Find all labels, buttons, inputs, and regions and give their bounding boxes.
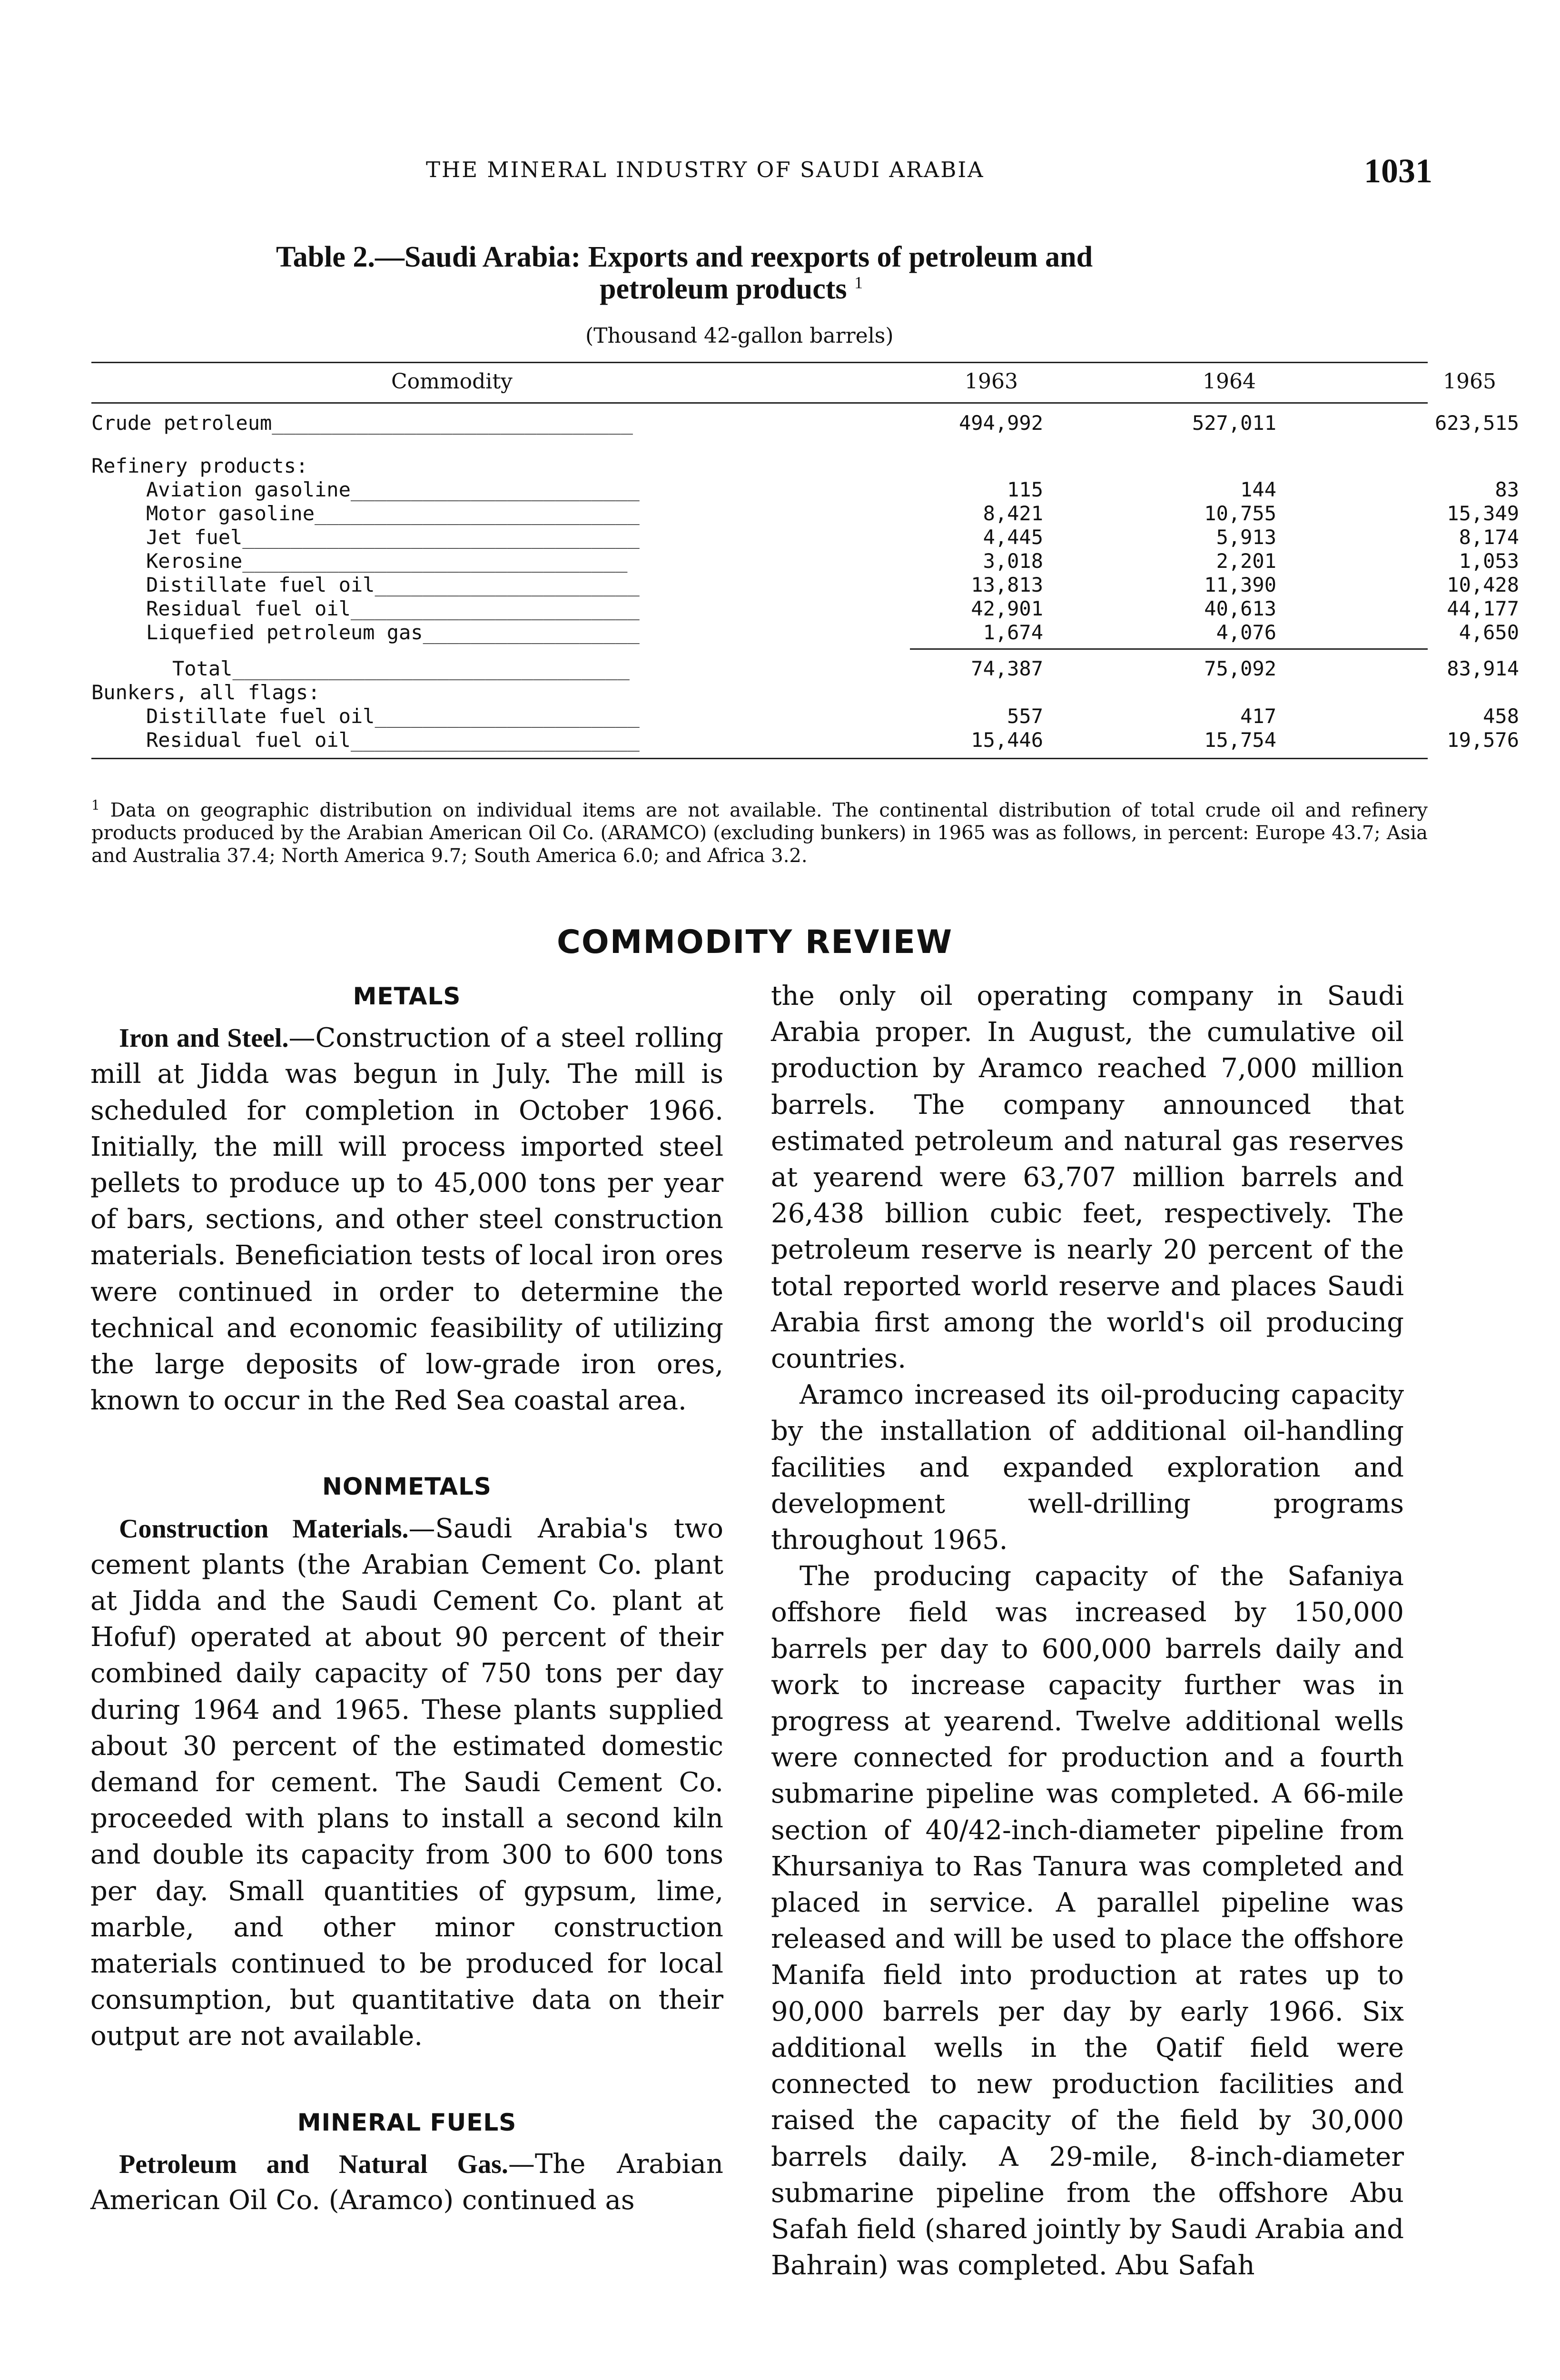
table-row xyxy=(91,502,1519,526)
table-caption-line2-text: petroleum products xyxy=(600,273,847,305)
table-row xyxy=(91,549,1519,573)
column-header-1964: 1964 xyxy=(1203,369,1256,394)
petroleum-text: —The Arabian American Oil Co. (Aramco) continued as xyxy=(90,2148,723,2216)
row-leader: ______________________ xyxy=(375,704,640,728)
exports-table xyxy=(91,362,1519,759)
table-row xyxy=(91,621,1519,645)
table-units: (Thousand 42-gallon barrels) xyxy=(585,324,894,348)
cell-1965: 8,174 xyxy=(1459,526,1519,549)
metals-heading: METALS xyxy=(353,982,461,1010)
row-leader: ________________________________ xyxy=(242,549,628,573)
cell-1963: 13,813 xyxy=(971,573,1043,596)
row-label: Refinery products: xyxy=(91,454,308,477)
table-row xyxy=(91,704,1519,728)
table-row xyxy=(91,573,1519,597)
cell-1963: 15,446 xyxy=(971,728,1043,752)
cell-1965: 458 xyxy=(1483,704,1519,728)
mineral-fuels-heading: MINERAL FUELS xyxy=(297,2108,517,2136)
cell-1963: 494,992 xyxy=(958,411,1043,435)
cell-1963: 42,901 xyxy=(971,597,1043,620)
table-footnote xyxy=(91,794,1428,867)
row-label: Distillate fuel oil xyxy=(146,573,375,596)
cell-1963: 1,674 xyxy=(983,621,1043,644)
cell-1964: 40,613 xyxy=(1204,597,1276,620)
row-label: Jet fuel xyxy=(146,526,243,549)
row-leader: ___________________________ xyxy=(315,502,640,525)
left-column xyxy=(90,978,723,2219)
right-paragraph-2: Aramco increased its oil-producing capacity by the installation of additional oil-handling facilities and expanded exploration and development well-drilling programs throughout 1965. xyxy=(771,1379,1404,1556)
row-leader: ______________________________ xyxy=(272,411,633,435)
cell-1965: 83,914 xyxy=(1447,657,1519,680)
cell-1964: 15,754 xyxy=(1204,728,1276,752)
iron-steel-text: —Construction of a steel rolling mill at Jidda was begun in July. The mill is scheduled for completion in October 1966. Initially, the mill will process imported steel pellets to produce up to 45,000 tons per year of bars, sections, and other steel construction materials. Beneficiation tests of local iron ores were continued in order to determine the technical and economic feasibility of utilizing the large deposits of low-grade iron ores, known to occur in the Red Sea coastal area. xyxy=(90,1022,723,1417)
right-column xyxy=(771,978,1404,2284)
row-leader: ________________________ xyxy=(350,728,640,752)
cell-1963: 115 xyxy=(1007,478,1043,501)
cell-1965: 19,576 xyxy=(1447,728,1519,752)
cell-1964: 527,011 xyxy=(1192,411,1276,435)
cell-1963: 8,421 xyxy=(983,502,1043,525)
table-row xyxy=(91,526,1519,549)
cell-1965: 15,349 xyxy=(1447,502,1519,525)
table-row-total xyxy=(91,657,1519,681)
column-header-1963: 1963 xyxy=(965,369,1018,394)
row-label: Residual fuel oil xyxy=(146,597,351,620)
cell-1964: 4,076 xyxy=(1216,621,1276,644)
row-label: Kerosine xyxy=(146,549,243,573)
cell-1965: 83 xyxy=(1495,478,1519,501)
cell-1963: 4,445 xyxy=(983,526,1043,549)
row-leader: ________________________ xyxy=(350,597,640,620)
petroleum-paragraph xyxy=(90,2146,723,2219)
iron-steel-paragraph xyxy=(90,1020,723,1419)
iron-steel-runin: Iron and Steel. xyxy=(119,1023,289,1053)
nonmetals-heading: NONMETALS xyxy=(322,1473,492,1501)
cell-1965: 623,515 xyxy=(1434,411,1519,435)
row-leader: _________________________________ xyxy=(242,526,640,549)
row-label: Bunkers, all flags: xyxy=(91,681,320,704)
cell-1965: 44,177 xyxy=(1447,597,1519,620)
running-title: THE MINERAL INDUSTRY OF SAUDI ARABIA xyxy=(426,157,985,182)
table-caption-line2 xyxy=(600,272,1285,306)
cell-1964: 5,913 xyxy=(1216,526,1276,549)
column-header-commodity: Commodity xyxy=(391,369,513,394)
table-row xyxy=(91,454,1428,478)
table-bottom-rule xyxy=(91,758,1428,759)
row-label: Total xyxy=(172,657,233,680)
row-label: Residual fuel oil xyxy=(146,728,351,752)
cell-1963: 557 xyxy=(1007,704,1043,728)
cell-1964: 417 xyxy=(1240,704,1276,728)
column-header-1965: 1965 xyxy=(1443,369,1496,394)
construction-paragraph xyxy=(90,1511,723,2055)
cell-1963: 74,387 xyxy=(971,657,1043,680)
cell-1965: 1,053 xyxy=(1459,549,1519,573)
table-row xyxy=(91,728,1519,752)
footnote-mark: 1 xyxy=(91,797,100,813)
row-label: Aviation gasoline xyxy=(146,478,351,501)
row-leader: ________________________ xyxy=(350,478,640,501)
section-title: COMMODITY REVIEW xyxy=(557,923,953,961)
cell-1964: 11,390 xyxy=(1204,573,1276,596)
right-paragraph-3: The producing capacity of the Safaniya offshore field was increased by 150,000 barrels per day to 600,000 barrels daily and work to increase capacity further was in progress at yearend. Twelve additional wells were connected for production and a fourth submarine pipeline was completed. A 66-mile section of 40/42-inch-diameter pipeline from Khursaniya to Ras Tanura was completed and placed in service. A parallel pipeline was released and will be used to place the offshore Manifa field into production at rates up to 90,000 barrels per day by early 1966. Six additional wells in the Qatif field were connected to new production facilities and raised the capacity of the field by 30,000 barrels daily. A 29-mile, 8-inch-diameter submarine pipeline from the offshore Abu Safah field (shared jointly by Saudi Arabia and Bahrain) was completed. Abu Safah xyxy=(771,1561,1404,2281)
table-header-row xyxy=(91,363,1496,402)
table-row xyxy=(91,411,1519,435)
cell-1964: 75,092 xyxy=(1204,657,1276,680)
page-number: 1031 xyxy=(1364,152,1432,190)
row-label: Distillate fuel oil xyxy=(146,704,375,728)
cell-1965: 4,650 xyxy=(1459,621,1519,644)
row-label: Motor gasoline xyxy=(146,502,315,525)
footnote-text: Data on geographic distribution on individual items are not available. The continental distribution of total crude oil and refinery products produced by the Arabian American Oil Co. (ARAMCO) (excluding bunkers) in 1965 was as follows, in percent: Europe 43.7; Asia and Australia 37.4; North America 9.7; South America 6.0; and Africa 3.2. xyxy=(91,799,1428,867)
row-label: Crude petroleum xyxy=(91,411,272,435)
cell-1964: 10,755 xyxy=(1204,502,1276,525)
right-paragraph-1: the only oil operating company in Saudi Arabia proper. In August, the cumulative oil production by Aramco reached 7,000 million barrels. The company announced that estimated petroleum and natural gas reserves at yearend were 63,707 million barrels and 26,438 billion cubic feet, respectively. The petroleum reserve is nearly 20 percent of the total reported world reserve and places Saudi Arabia first among the world's oil producing countries. xyxy=(771,981,1404,1375)
subtotal-rules xyxy=(91,645,1428,652)
subtotal-rule xyxy=(910,648,1428,650)
cell-1964: 144 xyxy=(1240,478,1276,501)
table-caption-note-mark: 1 xyxy=(854,273,863,292)
row-leader: _________________________________ xyxy=(232,657,630,680)
construction-text: —Saudi Arabia's two cement plants (the Arabian Cement Co. plant at Jidda and the Saudi Cement Co. plant at Hofuf) operated at about 90 percent of their combined daily capacity of 750 tons per day during 1964 and 1965. These plants supplied about 30 percent of the estimated domestic demand for cement. The Saudi Cement Co. proceeded with plans to install a second kiln and double its capacity from 300 to 600 tons per day. Small quantities of gypsum, lime, marble, and other minor construction materials continued to be produced for local consumption, but quantitative data on their output are not available. xyxy=(90,1513,724,2052)
petroleum-runin: Petroleum and Natural Gas. xyxy=(119,2149,508,2179)
table-row xyxy=(91,478,1519,502)
table-row xyxy=(91,681,1428,704)
table-row xyxy=(91,597,1519,621)
table-caption xyxy=(276,240,1285,306)
row-leader: __________________ xyxy=(423,621,640,644)
cell-1963: 3,018 xyxy=(983,549,1043,573)
row-leader: ______________________ xyxy=(375,573,640,596)
table-caption-line1: Table 2.—Saudi Arabia: Exports and reexports of petroleum and xyxy=(276,241,1093,273)
cell-1965: 10,428 xyxy=(1447,573,1519,596)
construction-runin: Construction Materials. xyxy=(119,1514,409,1544)
row-label: Liquefied petroleum gas xyxy=(146,621,423,644)
cell-1964: 2,201 xyxy=(1216,549,1276,573)
